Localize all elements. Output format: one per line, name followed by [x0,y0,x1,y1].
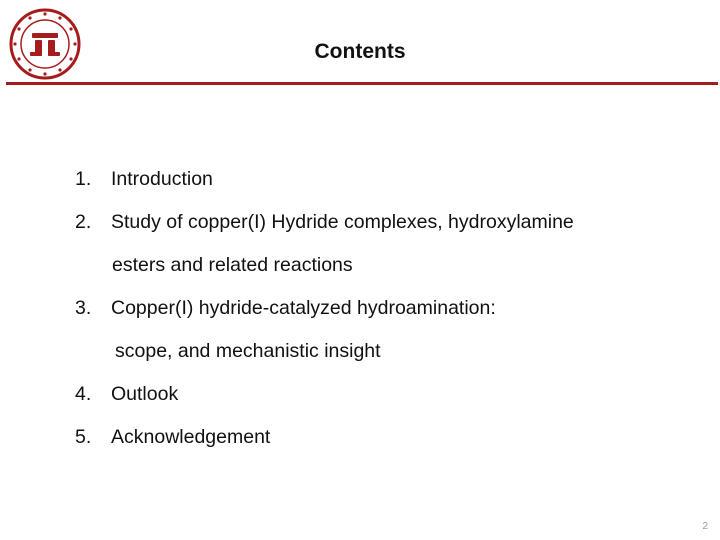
list-text: Outlook [111,383,179,405]
list-item-copper-hydride-complexes [75,210,574,235]
page-number: 2 [702,521,708,532]
list-item-hydroamination [75,296,496,321]
list-text-continuation: scope, and mechanistic insight [115,340,381,362]
slide-title-text: Contents [314,40,406,63]
slide-title [0,40,720,64]
list-text: Acknowledgement [111,426,271,448]
list-item-continuation [75,253,353,278]
list-number: 3. [75,297,92,319]
list-item-outlook [75,382,178,407]
list-number: 2. [75,211,92,233]
list-number: 4. [75,383,92,405]
list-text: Copper(I) hydride-catalyzed hydroamination: [111,297,496,319]
list-number: 5. [75,426,92,448]
list-number: 1. [75,168,92,190]
list-text-continuation: esters and related reactions [112,254,353,276]
list-text: Study of copper(I) Hydride complexes, hydroxylamine [111,211,574,233]
list-item-introduction [75,167,213,192]
list-item-continuation [75,339,381,364]
title-divider [6,82,718,85]
list-item-acknowledgement [75,425,270,450]
list-text: Introduction [111,168,213,190]
